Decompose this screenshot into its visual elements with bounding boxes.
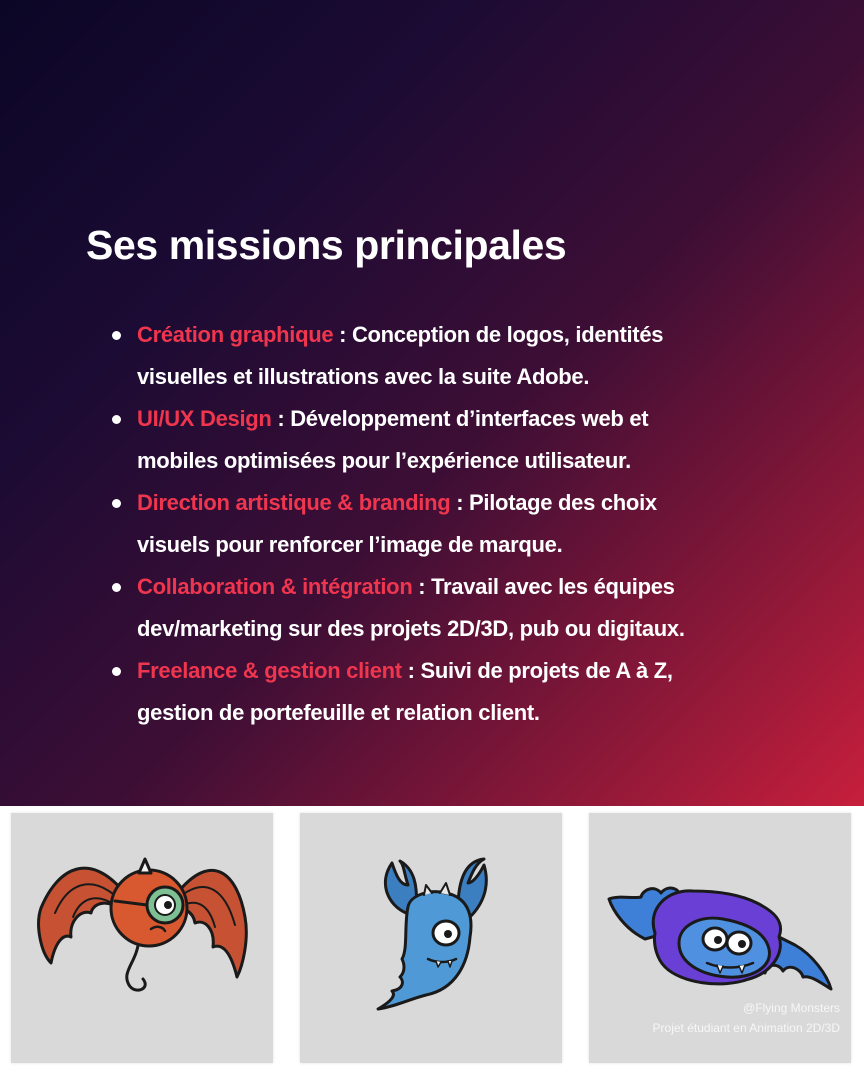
mission-title: Freelance & gestion client <box>137 658 402 683</box>
mission-item <box>110 566 830 650</box>
mission-description-continued: visuelles et illustrations avec la suite Adobe. <box>137 364 590 389</box>
bullet-icon <box>112 415 121 424</box>
mission-description: : Suivi de projets de A à Z, <box>401 658 673 683</box>
mission-item <box>110 650 830 734</box>
bullet-icon <box>112 583 121 592</box>
bullet-icon <box>112 499 121 508</box>
mission-description-continued: dev/marketing sur des projets 2D/3D, pub ou digitaux. <box>137 616 685 641</box>
mission-description-continued: visuels pour renforcer l’image de marque. <box>137 532 563 557</box>
mission-item <box>110 314 830 398</box>
mission-description: : Pilotage des choix <box>450 490 657 515</box>
red-winged-monster-icon <box>11 813 273 1063</box>
mission-item <box>110 482 830 566</box>
mission-description-continued: gestion de portefeuille et relation client. <box>137 700 540 725</box>
gallery-card <box>589 813 851 1063</box>
mission-description-continued: mobiles optimisées pour l’expérience utilisateur. <box>137 448 631 473</box>
mission-item <box>110 398 830 482</box>
page-title: Ses missions principales <box>86 222 567 268</box>
bullet-icon <box>112 331 121 340</box>
gallery-card <box>11 813 273 1063</box>
mission-description: : Développement d’interfaces web et <box>271 406 649 431</box>
mission-title: UI/UX Design <box>137 406 272 431</box>
mission-title: Collaboration & intégration <box>137 574 413 599</box>
mission-title: Création graphique <box>137 322 334 347</box>
gallery-card <box>300 813 562 1063</box>
caption-text: Projet étudiant en Animation 2D/3D <box>652 1021 840 1035</box>
bullet-icon <box>112 667 121 676</box>
blue-horned-monster-icon <box>300 813 562 1063</box>
mission-description: : Travail avec les équipes <box>412 574 675 599</box>
gallery-section <box>0 806 864 1080</box>
missions-list <box>110 314 830 734</box>
mission-title: Direction artistique & branding <box>137 490 451 515</box>
image-caption <box>653 998 840 1038</box>
credit-text: @Flying Monsters <box>743 1001 840 1015</box>
mission-description: : Conception de logos, identités <box>333 322 664 347</box>
